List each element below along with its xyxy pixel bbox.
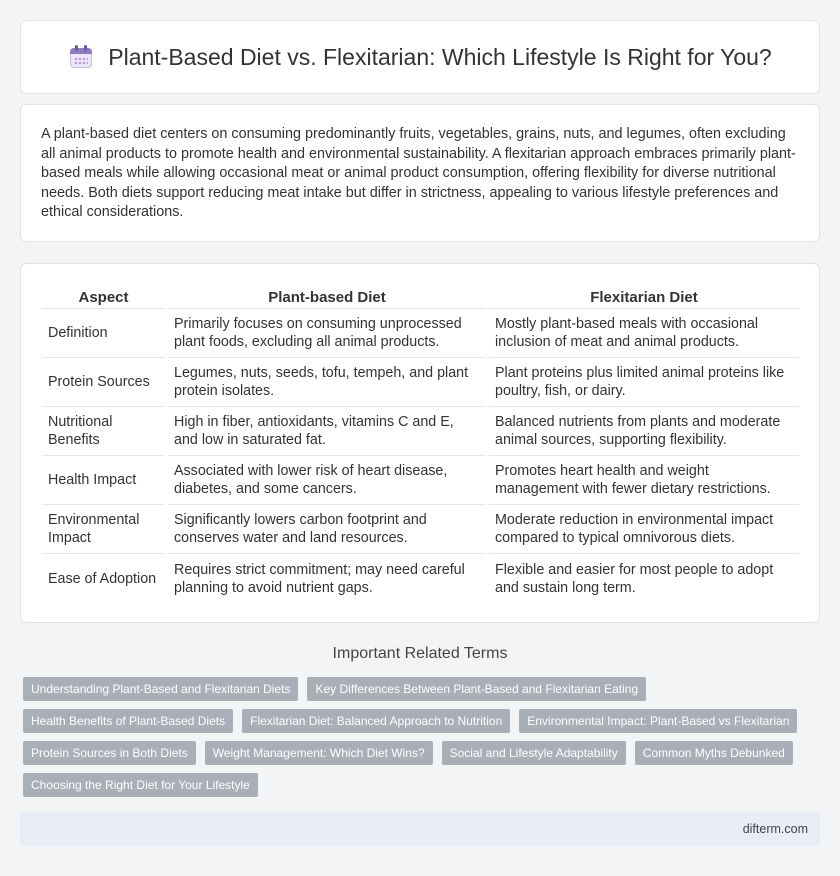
- table-row: [42, 407, 799, 456]
- header-plant-based: Plant-based Diet: [168, 284, 486, 309]
- table-header-row: [42, 284, 799, 309]
- related-terms-list: [23, 677, 813, 805]
- row-aspect: Environmental Impact: [42, 505, 165, 554]
- related-term-tag[interactable]: Flexitarian Diet: Balanced Approach to Nutrition: [242, 709, 510, 733]
- table-row: [42, 554, 799, 603]
- row-plant-based: Associated with lower risk of heart disease, diabetes, and some cancers.: [168, 456, 486, 505]
- row-aspect: Health Impact: [42, 456, 165, 505]
- related-term-tag[interactable]: Understanding Plant-Based and Flexitarian Diets: [23, 677, 298, 701]
- header-aspect: Aspect: [42, 284, 165, 309]
- row-flexitarian: Balanced nutrients from plants and moderate animal sources, supporting flexibility.: [489, 407, 799, 456]
- calendar-icon: [68, 45, 94, 69]
- page-title: Plant-Based Diet vs. Flexitarian: Which Lifestyle Is Right for You?: [108, 43, 772, 70]
- related-term-tag[interactable]: Protein Sources in Both Diets: [23, 741, 196, 765]
- row-plant-based: Primarily focuses on consuming unprocessed plant foods, excluding all animal products.: [168, 309, 486, 358]
- row-flexitarian: Plant proteins plus limited animal proteins like poultry, fish, or dairy.: [489, 358, 799, 407]
- table-row: [42, 456, 799, 505]
- row-plant-based: Legumes, nuts, seeds, tofu, tempeh, and plant protein isolates.: [168, 358, 486, 407]
- footer: [20, 812, 820, 846]
- row-plant-based: Significantly lowers carbon footprint and conserves water and land resources.: [168, 505, 486, 554]
- table-row: [42, 358, 799, 407]
- intro-card: [20, 104, 820, 242]
- row-flexitarian: Flexible and easier for most people to adopt and sustain long term.: [495, 561, 774, 596]
- comparison-card: [20, 263, 820, 623]
- row-aspect: Protein Sources: [42, 358, 165, 407]
- row-flexitarian: Mostly plant-based meals with occasional inclusion of meat and animal products.: [489, 309, 799, 358]
- footer-site-link[interactable]: difterm.com: [742, 822, 808, 836]
- row-aspect: Ease of Adoption: [48, 570, 157, 587]
- related-term-tag[interactable]: Weight Management: Which Diet Wins?: [205, 741, 433, 765]
- related-term-tag[interactable]: Social and Lifestyle Adaptability: [442, 741, 626, 765]
- related-term-tag[interactable]: Health Benefits of Plant-Based Diets: [23, 709, 233, 733]
- intro-paragraph: A plant-based diet centers on consuming predominantly fruits, vegetables, grains, nuts, and legumes, often excluding all animal products to promote health and environmental sustainability. A flexitarian approach embraces primarily plant-based meals while allowing occasional meat or animal product consumption, offering flexibility for diverse nutritional needs. Both diets support reducing meat intake but differ in strictness, appealing to various lifestyle preferences and ethical considerations.: [41, 126, 796, 220]
- row-plant-based: High in fiber, antioxidants, vitamins C and E, and low in saturated fat.: [168, 407, 486, 456]
- row-aspect: Nutritional Benefits: [42, 407, 165, 456]
- title-card: [20, 20, 820, 94]
- related-terms-heading: Important Related Terms: [332, 645, 508, 662]
- related-term-tag[interactable]: Choosing the Right Diet for Your Lifestyle: [23, 773, 258, 797]
- header-flexitarian: Flexitarian Diet: [489, 284, 799, 309]
- related-term-tag[interactable]: Common Myths Debunked: [635, 741, 793, 765]
- row-plant-based: Requires strict commitment; may need careful planning to avoid nutrient gaps.: [174, 561, 465, 596]
- row-aspect: Definition: [42, 309, 165, 358]
- row-flexitarian: Promotes heart health and weight management with fewer dietary restrictions.: [489, 456, 799, 505]
- row-flexitarian: Moderate reduction in environmental impact compared to typical omnivorous diets.: [489, 505, 799, 554]
- related-term-tag[interactable]: Environmental Impact: Plant-Based vs Flexitarian: [519, 709, 797, 733]
- table-row: [42, 505, 799, 554]
- related-term-tag[interactable]: Key Differences Between Plant-Based and Flexitarian Eating: [307, 677, 646, 701]
- comparison-table: [42, 284, 799, 603]
- table-row: [42, 309, 799, 358]
